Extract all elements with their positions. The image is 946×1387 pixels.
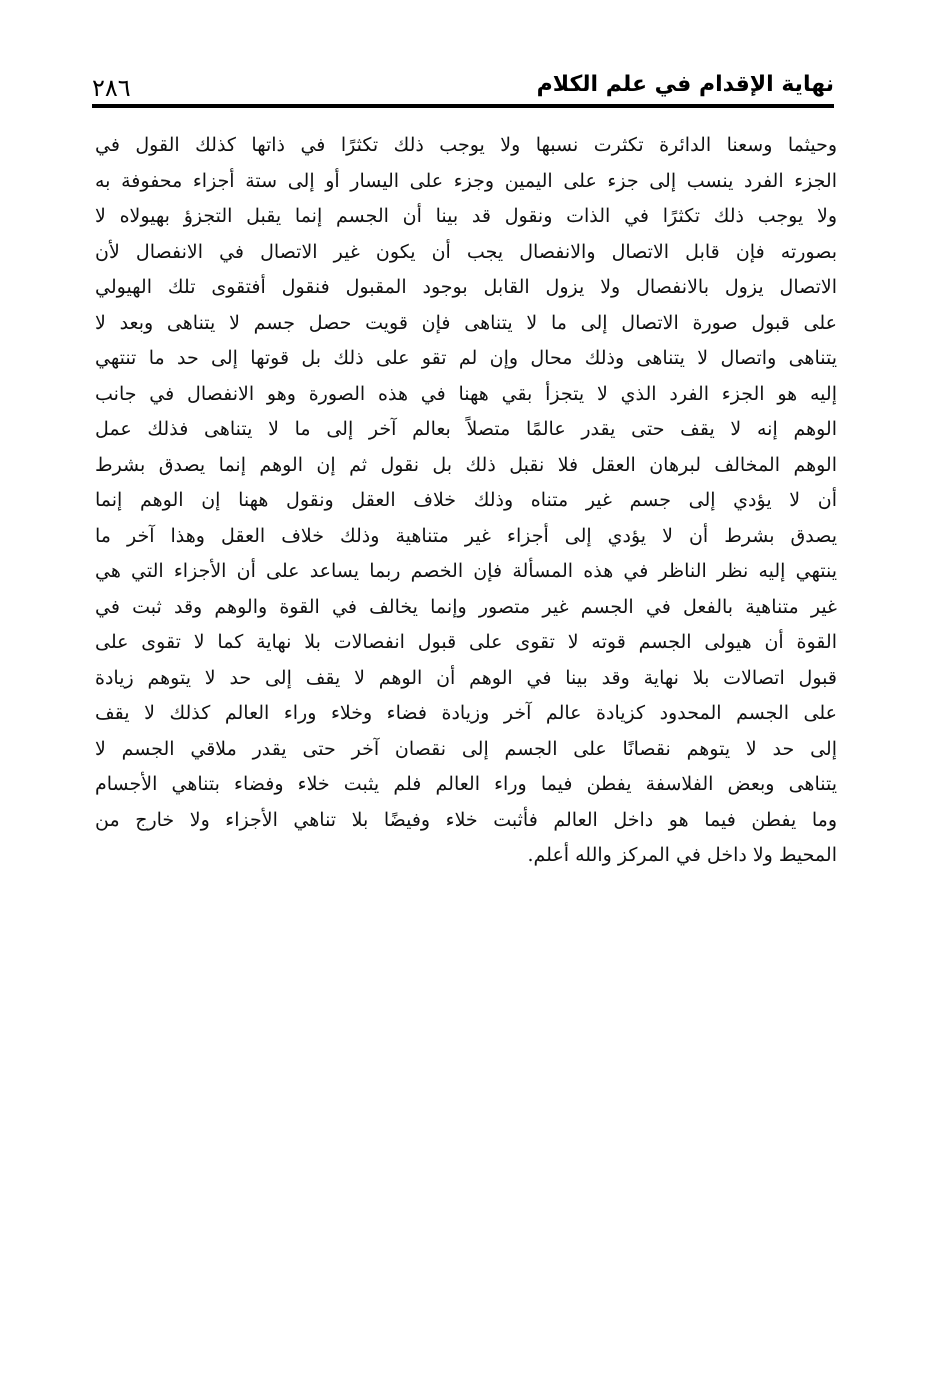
text-line: يتناهى واتصال لا يتناهى وذلك محال وإن لم تقو على ذلك بل قوتها إلى حد ما تنتهي (95, 347, 837, 369)
text-line: يصدق بشرط أن لا يؤدي إلى أجزاء غير متناهية وذلك خلاف العقل وهذا آخر ما (95, 524, 837, 547)
text-line: إلى حد لا يتوهم نقصانًا على الجسم إلى نقصان آخر حتى يقدر ملاقي الجسم لا (95, 737, 837, 760)
text-line: الاتصال يزول بالانفصال ولا يزول القابل بوجود المقبول فنقول أفتقوى تلك الهيولي (95, 276, 837, 298)
text-line: الجزء الفرد ينسب إلى جزء على اليمين وجزء على اليسار أو إلى ستة أجزاء محفوفة به (95, 169, 837, 192)
text-line: بصورته فإن قابل الاتصال والانفصال يجب أن يكون غير الاتصال في الانفصال لأن (95, 240, 837, 263)
text-line: إليه هو الجزء الفرد الذي لا يتجزأ بقي ههنا في هذه الصورة وهو الانفصال في جانب (95, 382, 837, 405)
book-title: نهاية الإقدام في علم الكلام (536, 72, 834, 97)
text-line: الوهم إنه لا يقف حتى يقدر عالمًا متصلاً بعالم آخر إلى ما لا يتناهى فذلك عمل (95, 418, 837, 440)
header-rule (92, 104, 834, 108)
text-line-last: المحيط ولا داخل في المركز والله أعلم. (527, 844, 837, 866)
text-line: أن لا يؤدي إلى جسم غير متناه وذلك خلاف العقل ونقول ههنا إن الوهم إنما (95, 489, 837, 511)
text-line: يتناهى وبعض الفلاسفة يفطن فيما وراء العالم فلم يثبت خلاء وفضاء بتناهي الأجسام (95, 773, 837, 795)
text-line: القوة أن هيولى الجسم قوته لا تقوى على قبول انفصالات بلا نهاية كما لا تقوى على (95, 631, 837, 653)
text-line: على قبول صورة الاتصال إلى ما لا يتناهى فإن قويت حصل جسم لا يتناهى وبعد لا (95, 311, 837, 334)
text-line: على الجسم المحدود كزيادة عالم آخر وزيادة فضاء وخلاء وراء العالم كذلك لا يقف (95, 702, 837, 724)
text-line: قبول اتصالات بلا نهاية وقد بينا في الوهم أن الوهم لا يقف إلى حد لا يتوهم زيادة (95, 666, 837, 689)
text-line: وما يفطن فيما هو داخل العالم فأثبت خلاء وفيضًا بلا تناهي الأجزاء ولا خارج من (95, 808, 837, 831)
text-line: غير متناهية بالفعل في الجسم غير متصور وإنما يخالف في القوة والوهم وقد ثبت في (95, 595, 837, 618)
running-header (92, 66, 834, 100)
text-line: ولا يوجب ذلك تكثرًا في الذات ونقول قد بينا أن الجسم إنما يقبل التجزؤ بهيولاه لا (95, 205, 837, 227)
body-text (95, 128, 837, 874)
page-number: ٢٨٦ (92, 74, 131, 102)
text-line: وحيثما وسعنا الدائرة تكثرت نسبها ولا يوجب ذلك تكثرًا في ذاتها كذلك القول في (95, 134, 837, 156)
text-line: الوهم المخالف لبرهان العقل فلا نقبل ذلك بل نقول ثم إن الوهم إنما يصدق بشرط (95, 453, 837, 476)
text-line: ينتهي إليه نظر الناظر في هذه المسألة فإن الخصم ربما يساعد على أن الأجزاء التي هي (95, 560, 837, 582)
